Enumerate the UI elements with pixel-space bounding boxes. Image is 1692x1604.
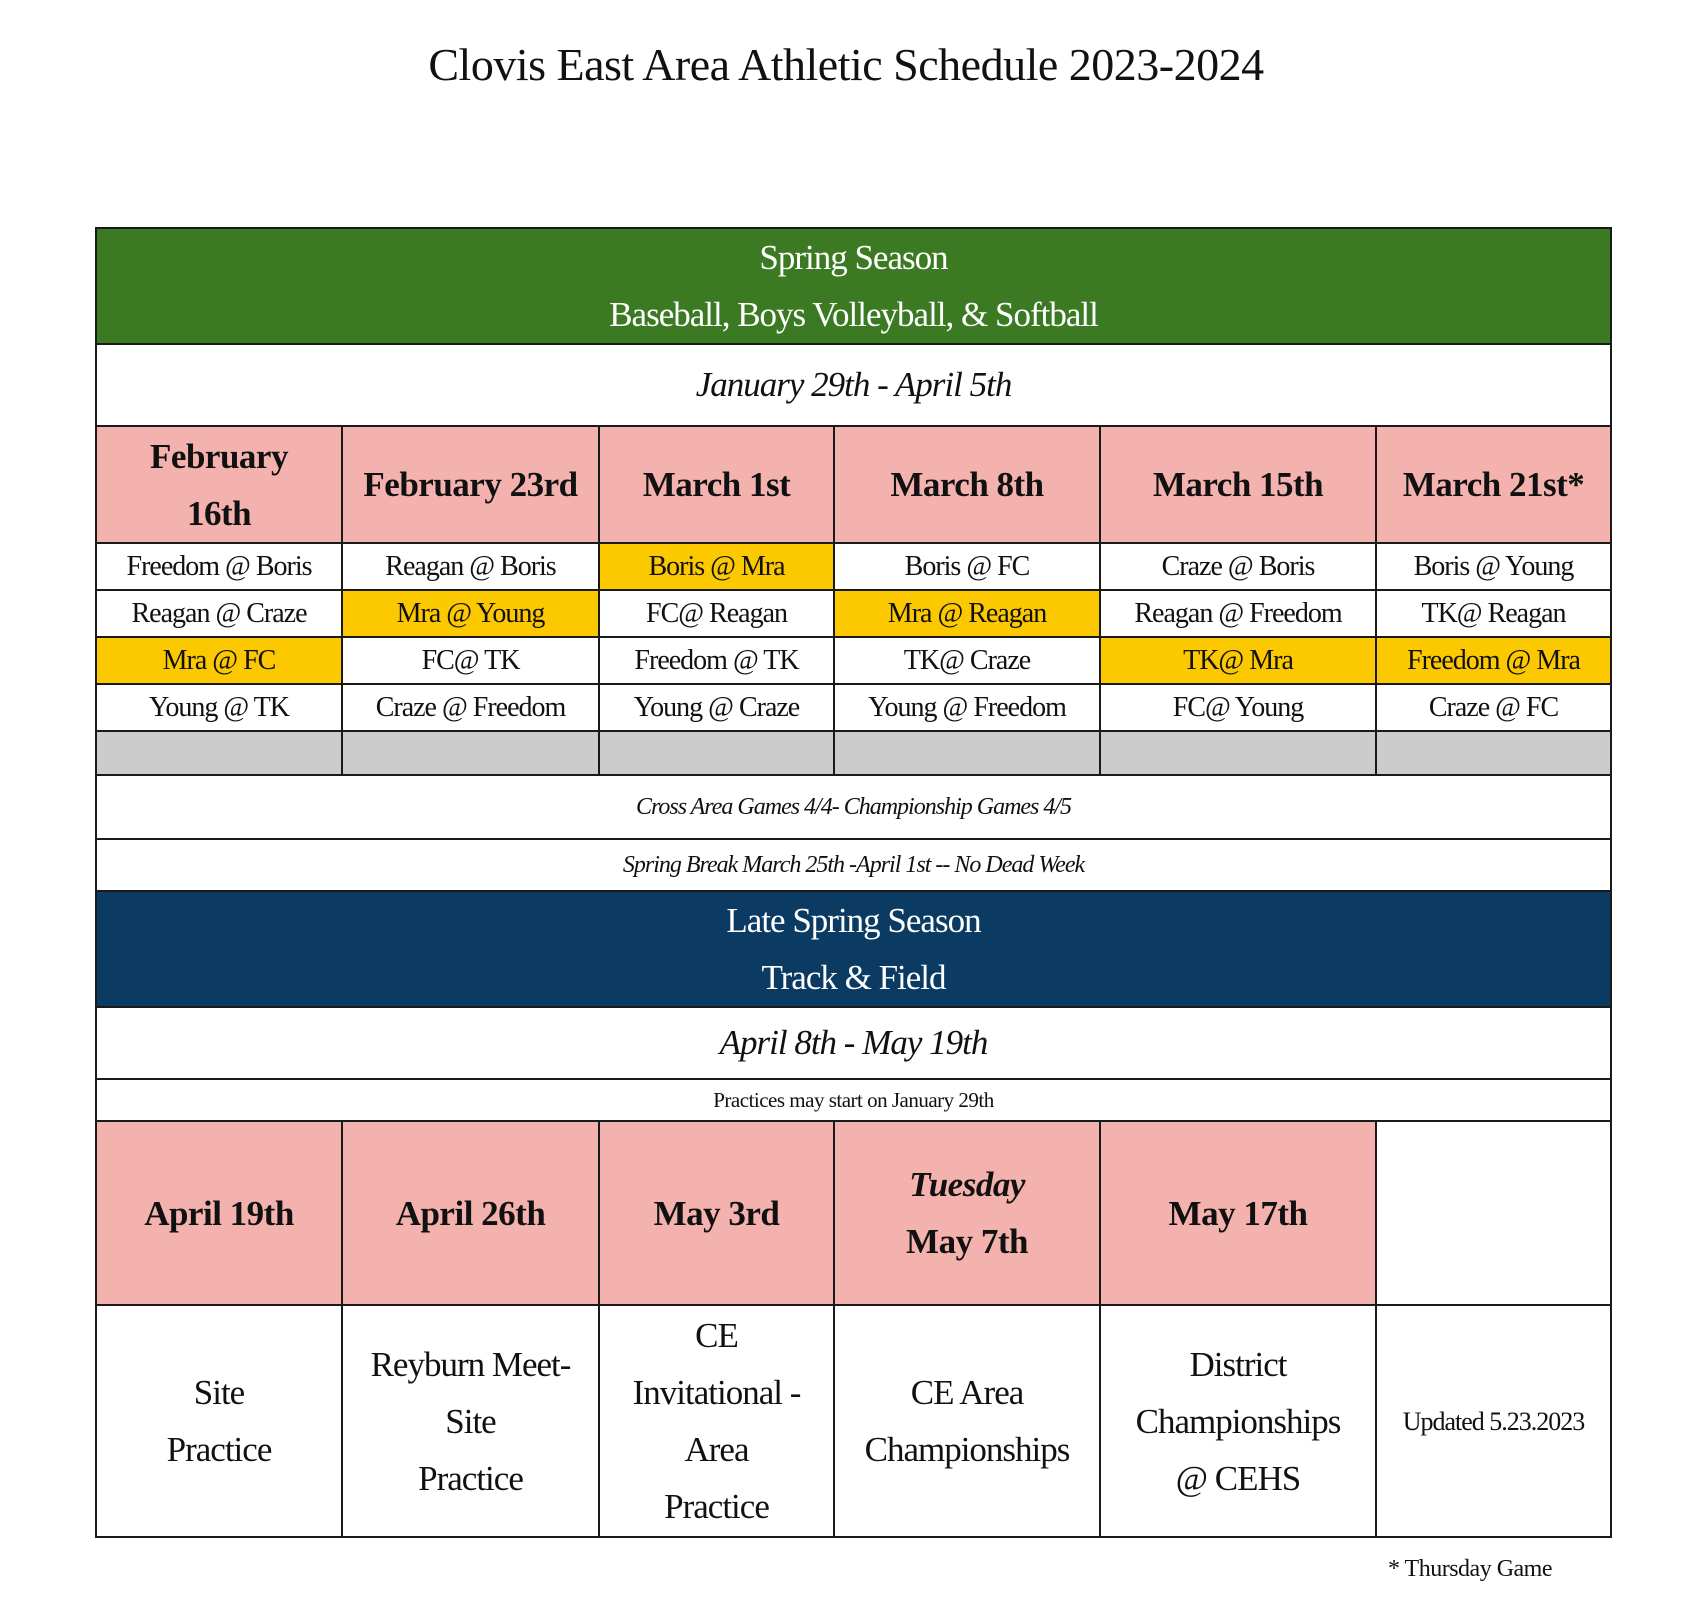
late-spring-date-header: April 19th [96, 1121, 342, 1305]
practice-note: Practices may start on January 29th [96, 1079, 1611, 1121]
game-cell: Young @ TK [96, 684, 342, 731]
spring-date-header: February 16th [96, 426, 342, 543]
spring-dates-row [96, 426, 1611, 543]
empty-date-cell [1376, 1121, 1611, 1305]
event-cell: District Championships @ CEHS [1100, 1305, 1376, 1537]
late-spring-season-banner [96, 891, 1611, 1007]
game-cell: FC@ TK [342, 637, 599, 684]
late-spring-date-header: May 3rd [599, 1121, 834, 1305]
game-cell: TK@ Reagan [1376, 590, 1611, 637]
late-spring-date-range-row [96, 1007, 1611, 1079]
spring-date-range-row [96, 344, 1611, 426]
cross-area-note-row [96, 775, 1611, 839]
spring-date-header: March 8th [834, 426, 1100, 543]
game-cell-highlighted: Mra @ Reagan [834, 590, 1100, 637]
cross-area-note: Cross Area Games 4/4- Championship Games 4/5 [96, 775, 1611, 839]
late-spring-date-range: April 8th - May 19th [96, 1007, 1611, 1079]
game-cell: Boris @ Young [1376, 543, 1611, 590]
spring-date-header: March 1st [599, 426, 834, 543]
spring-season-banner [96, 228, 1611, 344]
late-spring-season-sports: Track & Field [761, 958, 946, 997]
event-cell: Site Practice [96, 1305, 342, 1537]
game-cell: Young @ Craze [599, 684, 834, 731]
spring-date-header: March 21st* [1376, 426, 1611, 543]
practice-note-row [96, 1079, 1611, 1121]
game-cell: Craze @ FC [1376, 684, 1611, 731]
game-cell-highlighted: TK@ Mra [1100, 637, 1376, 684]
event-cell: Reyburn Meet- Site Practice [342, 1305, 599, 1537]
spring-date-header: February 23rd [342, 426, 599, 543]
game-cell: Young @ Freedom [834, 684, 1100, 731]
page-title: Clovis East Area Athletic Schedule 2023-2024 [428, 39, 1264, 90]
thursday-game-footnote: * Thursday Game [1387, 1556, 1552, 1582]
late-spring-date-header: April 26th [342, 1121, 599, 1305]
spring-season-title: Spring Season [759, 238, 948, 277]
game-row [96, 637, 1611, 684]
late-spring-date-header: Tuesday May 7th [834, 1121, 1100, 1305]
game-cell: FC@ Young [1100, 684, 1376, 731]
spring-season-sports: Baseball, Boys Volleyball, & Softball [609, 295, 1098, 334]
game-cell: Craze @ Freedom [342, 684, 599, 731]
late-spring-season-title: Late Spring Season [726, 901, 981, 940]
updated-date: Updated 5.23.2023 [1376, 1305, 1611, 1537]
game-cell: Reagan @ Boris [342, 543, 599, 590]
game-cell: Reagan @ Craze [96, 590, 342, 637]
event-cell: CE Invitational - Area Practice [599, 1305, 834, 1537]
game-cell: Reagan @ Freedom [1100, 590, 1376, 637]
spring-break-note: Spring Break March 25th -April 1st -- No Dead Week [96, 839, 1611, 891]
game-cell: Craze @ Boris [1100, 543, 1376, 590]
game-cell-highlighted: Mra @ FC [96, 637, 342, 684]
spring-date-header: March 15th [1100, 426, 1376, 543]
schedule-table [95, 227, 1612, 1538]
game-cell: FC@ Reagan [599, 590, 834, 637]
game-cell: Freedom @ TK [599, 637, 834, 684]
game-cell-highlighted: Boris @ Mra [599, 543, 834, 590]
game-cell-highlighted: Freedom @ Mra [1376, 637, 1611, 684]
late-spring-date-header: May 17th [1100, 1121, 1376, 1305]
event-cell: CE Area Championships [834, 1305, 1100, 1537]
spring-date-range: January 29th - April 5th [96, 344, 1611, 426]
spring-break-note-row [96, 839, 1611, 891]
game-cell: Freedom @ Boris [96, 543, 342, 590]
game-row [96, 543, 1611, 590]
game-cell: TK@ Craze [834, 637, 1100, 684]
late-spring-dates-row [96, 1121, 1611, 1305]
game-row [96, 684, 1611, 731]
game-cell-highlighted: Mra @ Young [342, 590, 599, 637]
game-cell: Boris @ FC [834, 543, 1100, 590]
game-row [96, 590, 1611, 637]
empty-game-row [96, 731, 1611, 775]
late-spring-events-row [96, 1305, 1611, 1537]
